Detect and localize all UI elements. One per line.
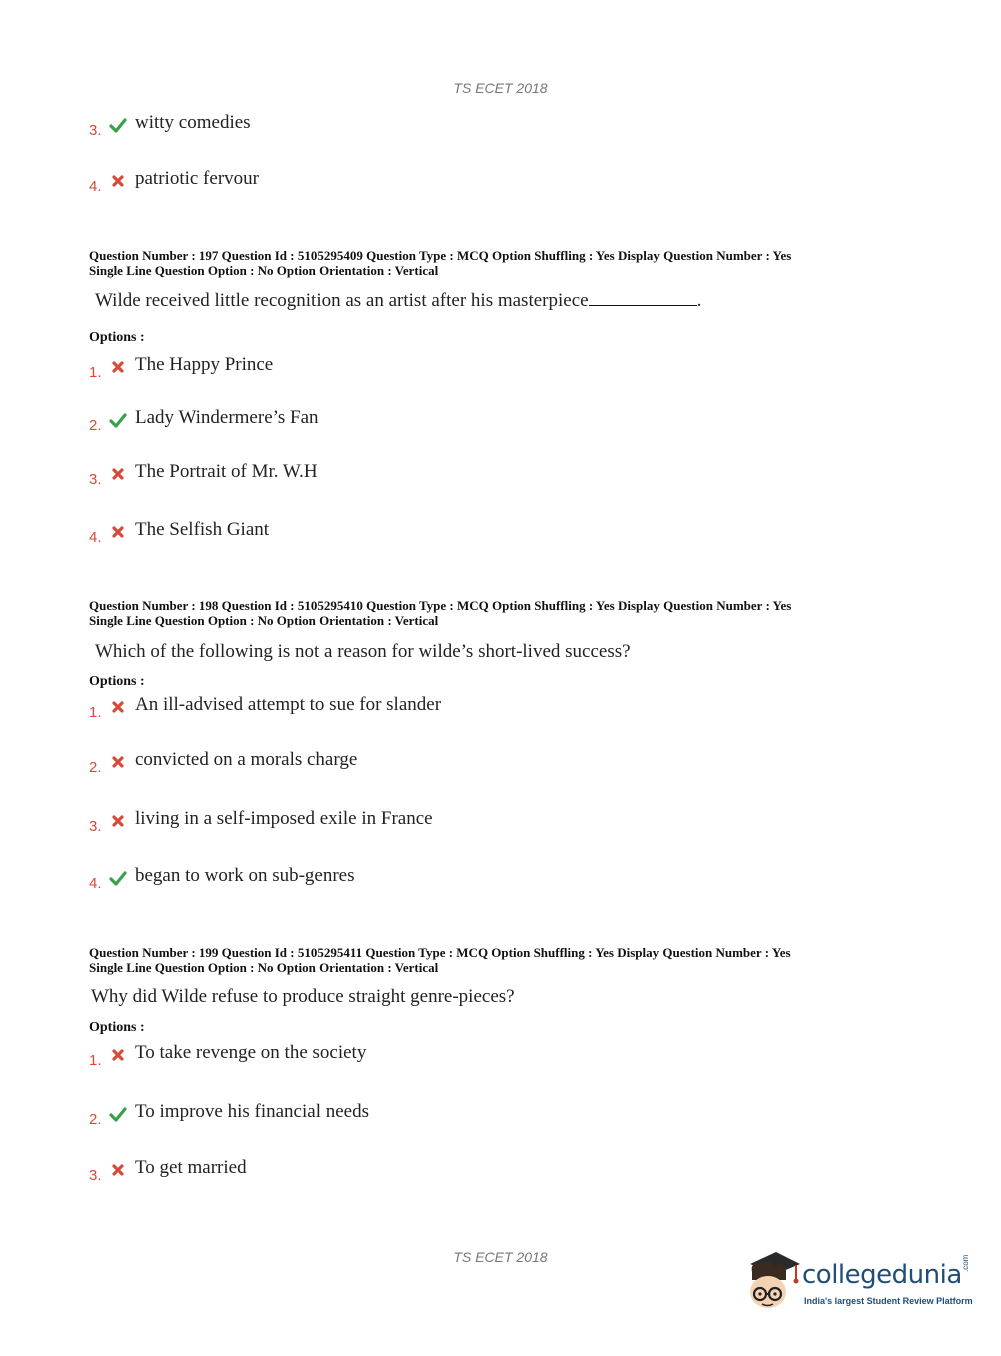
- option-item: [89, 354, 689, 382]
- option-item: [89, 1101, 689, 1129]
- option-item: [89, 407, 689, 435]
- student-mascot-icon: [742, 1250, 802, 1320]
- check-icon: [109, 411, 127, 429]
- option-number: 2.: [89, 417, 102, 434]
- option-item: [89, 865, 689, 893]
- option-number: 3.: [89, 1167, 102, 1184]
- option-item: [89, 168, 689, 196]
- question-meta-2: Single Line Question Option : No Option Orientation : Vertical: [89, 613, 439, 628]
- option-number: 4.: [89, 875, 102, 892]
- option-text: Lady Windermere’s Fan: [135, 407, 319, 428]
- option-item: [89, 112, 689, 140]
- question-meta: Question Number : 199 Question Id : 5105295411 Question Type : MCQ Option Shuffling : Yes Display Question Number : Yes: [89, 945, 791, 960]
- option-text: patriotic fervour: [135, 168, 259, 189]
- option-number: 3.: [89, 471, 102, 488]
- option-number: 4.: [89, 529, 102, 546]
- logo-wordmark: collegedunia: [802, 1260, 962, 1290]
- option-number: 1.: [89, 1052, 102, 1069]
- option-number: 3.: [89, 818, 102, 835]
- option-item: [89, 461, 689, 489]
- page-header: TS ECET 2018: [453, 80, 548, 96]
- options-label: Options :: [89, 674, 145, 689]
- logo-domain-suffix: .com: [961, 1254, 970, 1272]
- option-number: 1.: [89, 704, 102, 721]
- option-text: began to work on sub-genres: [135, 865, 355, 886]
- check-icon: [109, 1105, 127, 1123]
- options-label: Options :: [89, 330, 145, 345]
- option-text: The Selfish Giant: [135, 519, 270, 540]
- cross-icon: [109, 358, 127, 376]
- option-number: 4.: [89, 178, 102, 195]
- options-label: Options :: [89, 1020, 145, 1035]
- question-199: [89, 945, 909, 1184]
- option-text: living in a self-imposed exile in France: [135, 808, 433, 829]
- option-item: [89, 694, 689, 722]
- option-text: The Portrait of Mr. W.H: [135, 461, 318, 482]
- option-item: [89, 749, 689, 777]
- question-meta-2: Single Line Question Option : No Option Orientation : Vertical: [89, 960, 439, 975]
- option-text: To get married: [135, 1157, 247, 1178]
- collegedunia-logo: [742, 1250, 972, 1320]
- answer-blank: [589, 291, 697, 306]
- cross-icon: [109, 812, 127, 830]
- option-number: 3.: [89, 122, 102, 139]
- option-text: witty comedies: [135, 112, 251, 133]
- question-meta: Question Number : 198 Question Id : 5105295410 Question Type : MCQ Option Shuffling : Yes Display Question Number : Yes: [89, 598, 792, 613]
- check-icon: [109, 869, 127, 887]
- option-item: [89, 1157, 689, 1185]
- check-icon: [109, 116, 127, 134]
- cross-icon: [109, 1046, 127, 1064]
- option-number: 1.: [89, 364, 102, 381]
- logo-tagline: India's largest Student Review Platform: [804, 1296, 973, 1306]
- option-text: To take revenge on the society: [135, 1042, 367, 1063]
- option-item: [89, 808, 689, 836]
- question-198: [89, 598, 909, 892]
- cross-icon: [109, 172, 127, 190]
- option-text: An ill-advised attempt to sue for slander: [135, 694, 442, 715]
- question-text: Wilde received little recognition as an artist after his masterpiece .: [95, 290, 702, 311]
- cross-icon: [109, 753, 127, 771]
- option-text: To improve his financial needs: [135, 1101, 369, 1122]
- page-footer: TS ECET 2018: [453, 1249, 548, 1265]
- question-meta-2: Single Line Question Option : No Option Orientation : Vertical: [89, 263, 439, 278]
- question-meta: Question Number : 197 Question Id : 5105295409 Question Type : MCQ Option Shuffling : Yes Display Question Number : Yes: [89, 248, 792, 263]
- question-197: [89, 248, 909, 546]
- cross-icon: [109, 698, 127, 716]
- option-number: 2.: [89, 1111, 102, 1128]
- option-item: [89, 1042, 689, 1070]
- option-text: convicted on a morals charge: [135, 749, 358, 770]
- cross-icon: [109, 523, 127, 541]
- option-item: [89, 519, 689, 547]
- cross-icon: [109, 1161, 127, 1179]
- option-text: The Happy Prince: [135, 354, 274, 375]
- cross-icon: [109, 465, 127, 483]
- option-number: 2.: [89, 759, 102, 776]
- question-text: Which of the following is not a reason for wilde’s short-lived success?: [95, 641, 631, 662]
- question-text: Why did Wilde refuse to produce straight genre-pieces?: [91, 986, 515, 1007]
